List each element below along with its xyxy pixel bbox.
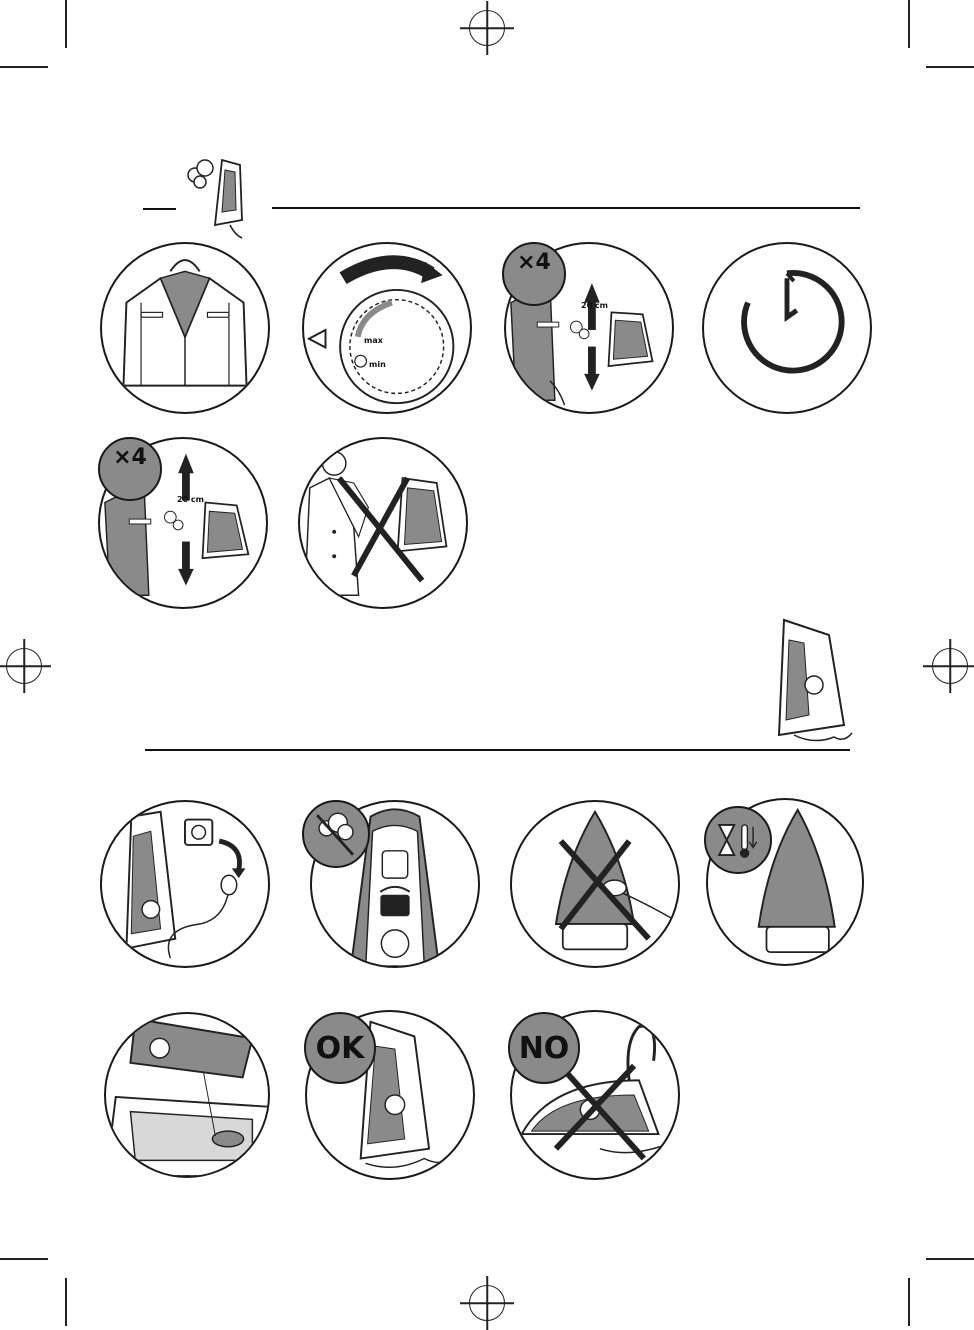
crossed-out-icon — [300, 439, 466, 607]
step-set-dial-max — [302, 242, 472, 414]
press-count-badge — [98, 437, 162, 501]
crop-mark — [908, 0, 910, 48]
crop-mark — [908, 1278, 910, 1326]
section2-rule — [145, 749, 850, 751]
section1-rule — [272, 207, 860, 209]
crop-mark — [0, 66, 48, 68]
step-do-not-touch-soleplate — [510, 800, 680, 968]
no-label: NO — [518, 1030, 570, 1066]
registration-mark-right — [932, 648, 968, 684]
step-wait-time — [702, 242, 872, 414]
ok-label: OK — [315, 1030, 365, 1066]
dial-min-label: min — [369, 360, 386, 369]
step-empty-water-tank — [104, 1012, 270, 1178]
no-badge — [508, 1012, 580, 1084]
sink-icon — [106, 1014, 268, 1176]
clock-icon — [704, 244, 870, 412]
steam-iron-header-icon — [180, 150, 260, 240]
step-jacket-on-hanger — [100, 242, 270, 414]
crossed-out-icon — [512, 802, 678, 966]
distance-label: 20 cm — [177, 495, 204, 504]
registration-mark-bottom — [469, 1285, 505, 1321]
no-steam-badge — [302, 800, 370, 868]
crop-mark — [65, 1278, 67, 1326]
crop-mark — [0, 1258, 48, 1260]
temperature-dial-icon — [304, 244, 470, 412]
no-steam-icon — [304, 800, 368, 868]
iron-standing-header-icon — [774, 615, 854, 750]
unplug-icon — [102, 802, 268, 966]
hourglass-thermometer-icon — [706, 806, 770, 874]
hourglass-thermometer-badge — [704, 806, 772, 874]
crop-mark — [65, 0, 67, 48]
ok-badge — [304, 1012, 376, 1084]
step-no-steam-on-worn-garment — [298, 437, 468, 609]
dial-max-label: max — [364, 336, 383, 345]
crop-mark — [926, 66, 974, 68]
distance-label: 20 cm — [581, 301, 608, 310]
registration-mark-left — [6, 648, 42, 684]
step-unplug-iron — [100, 800, 270, 968]
crop-mark — [926, 1258, 974, 1260]
jacket-icon — [102, 244, 268, 412]
press-count-label: ×4 — [517, 250, 551, 275]
press-count-badge — [502, 242, 566, 306]
press-count-label: ×4 — [113, 445, 147, 470]
registration-mark-top — [469, 10, 505, 46]
section1-rule-left — [143, 208, 176, 210]
